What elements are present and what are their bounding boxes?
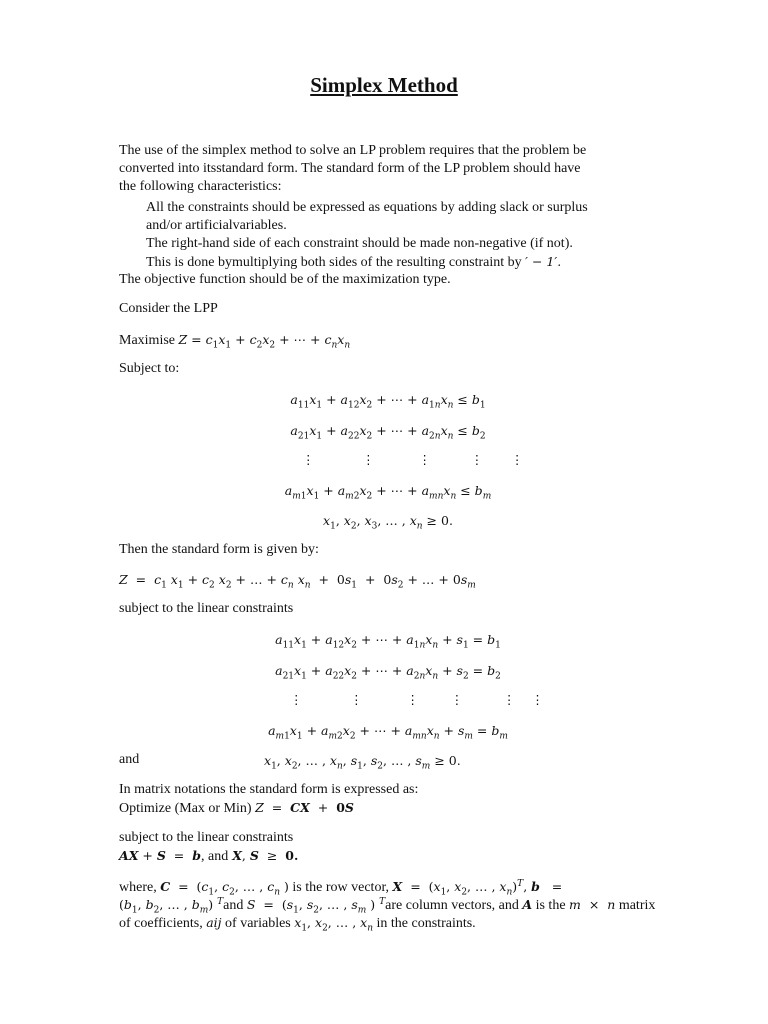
- m-by-n: m × n: [569, 897, 616, 912]
- page-title: Simplex Method: [310, 73, 458, 97]
- std-constraint-row-2: $a_{21}x_1 + a_{22}x_2$ + ⋯ + $a_{2n}x_n + s_2 = b_2$: [275, 663, 501, 682]
- is-row-text: is the row vector,: [292, 880, 390, 895]
- constraint-row-2: $a_{21}x_1 + a_{22}x_2$ + ⋯ + $a_{2n}x_n \le b_2$: [290, 423, 486, 442]
- a-symbol: A: [522, 897, 533, 912]
- aij-symbol: aij: [206, 915, 222, 930]
- intro-line-1: The use of the simplex method to solve an LP problem requires that the problem be: [119, 143, 587, 158]
- std-constraint-row-1: $a_{11}x_1 + a_{12}x_2$ + ⋯ + $a_{1n}x_n + s_1 = b_1$: [275, 632, 501, 651]
- maximise-label: Maximise: [119, 333, 175, 348]
- where-label: where,: [119, 880, 157, 895]
- standard-objective: $Z = c_1$ $x_1 + c_2$ $x_2$ + … + $c_n$ $x_n + 0s_1 + 0s_2$ + … + $0s_m$: [119, 572, 476, 591]
- is-the-text: is the: [535, 898, 566, 913]
- and-text: and: [223, 898, 244, 913]
- where-line-1: [119, 878, 562, 897]
- b-vector-def: ($b_1$, $b_2$, … , $b_m$) $^T$: [119, 896, 224, 916]
- matrix-objective: Z = CX + 0S: [255, 800, 354, 815]
- where-line-3: [119, 914, 476, 933]
- of-coefficients-text: of coefficients,: [119, 916, 203, 931]
- and-label: and: [119, 752, 140, 767]
- subject-to-label: Subject to:: [119, 361, 180, 376]
- characteristic-2-line-1: The right-hand side of each constraint should be made non-negative (if not).: [146, 236, 573, 251]
- non-negativity: $x_1$, $x_2$, $x_3$, … , $x_n \ge 0$.: [323, 513, 453, 532]
- std-non-negativity: $x_1$, $x_2$, … , $x_n$, $s_1$, $s_2$, … , $s_m \ge 0$.: [264, 753, 461, 772]
- constraint-row-1: $a_{11}x_1 + a_{12}x_2$ + ⋯ + $a_{1n}x_n \le b_1$: [290, 392, 486, 411]
- matrix-optimize-line: [119, 799, 354, 818]
- objective-formula: $Z = c_1x_1 + c_2x_2$ + ⋯ + $c_nx_n$: [178, 332, 351, 351]
- s-vector-def: $S = (s_1$, $s_2$, … , $s_m$ ) $^T$: [246, 896, 386, 916]
- characteristic-2-line-2: [146, 253, 561, 272]
- characteristic-1-line-2: and/or artificialvariables.: [146, 218, 287, 233]
- intro-line-2: converted into itsstandard form. The standard form of the LP problem should have: [119, 161, 581, 176]
- constraint-row-m: $a_{m1}x_1 + a_{m2}x_2$ + ⋯ + $a_{mn}x_n \le b_m$: [284, 483, 492, 502]
- std-constraint-vertical-dots: ⋮ ⋮ ⋮ ⋮ ⋮ ⋮: [290, 692, 544, 707]
- matrix-intro: In matrix notations the standard form is expressed as:: [119, 782, 419, 797]
- subject-linear-label: subject to the linear constraints: [119, 601, 294, 616]
- characteristic-1-line-1: All the constraints should be expressed as equations by adding slack or surplus: [146, 200, 588, 215]
- consider-lpp: Consider the LPP: [119, 301, 218, 316]
- variables-list: $x_1$, $x_2$, … , $x_n$: [294, 915, 374, 934]
- where-line-2: [119, 896, 655, 915]
- intro-line-3: the following characteristics:: [119, 179, 282, 194]
- matrix-constraints: AX + S = b, and X, S ≥ 0.: [119, 848, 299, 864]
- are-column-text: are column vectors, and: [385, 898, 519, 913]
- standard-form-intro: Then the standard form is given by:: [119, 542, 319, 557]
- row-vector-def: $C = (c_1$, $c_2$, … , $c_n$ ): [160, 879, 289, 898]
- x-vector-def: $X = (x_1$, $x_2$, … , $x_n)^T$, b =: [392, 878, 563, 898]
- std-constraint-row-m: $a_{m1}x_1 + a_{m2}x_2$ + ⋯ + $a_{mn}x_n + s_m = b_m$: [268, 723, 508, 742]
- characteristic-2-text: This is done bymultiplying both sides of the resulting constraint by: [146, 255, 522, 270]
- characteristic-3: The objective function should be of the maximization type.: [119, 272, 451, 287]
- objective-line: [119, 331, 350, 350]
- optimize-label: Optimize (Max or Min): [119, 801, 252, 816]
- constraint-vertical-dots: ⋮ ⋮ ⋮ ⋮ ⋮: [302, 452, 524, 467]
- matrix-word: matrix: [618, 898, 656, 913]
- matrix-subject-linear: subject to the linear constraints: [119, 830, 294, 845]
- of-variables-text: of variables: [225, 916, 291, 931]
- matrix-and-word: , and: [200, 849, 229, 864]
- multiplier-value: ′ − 1′.: [525, 254, 562, 269]
- in-constraints-text: in the constraints.: [376, 916, 476, 931]
